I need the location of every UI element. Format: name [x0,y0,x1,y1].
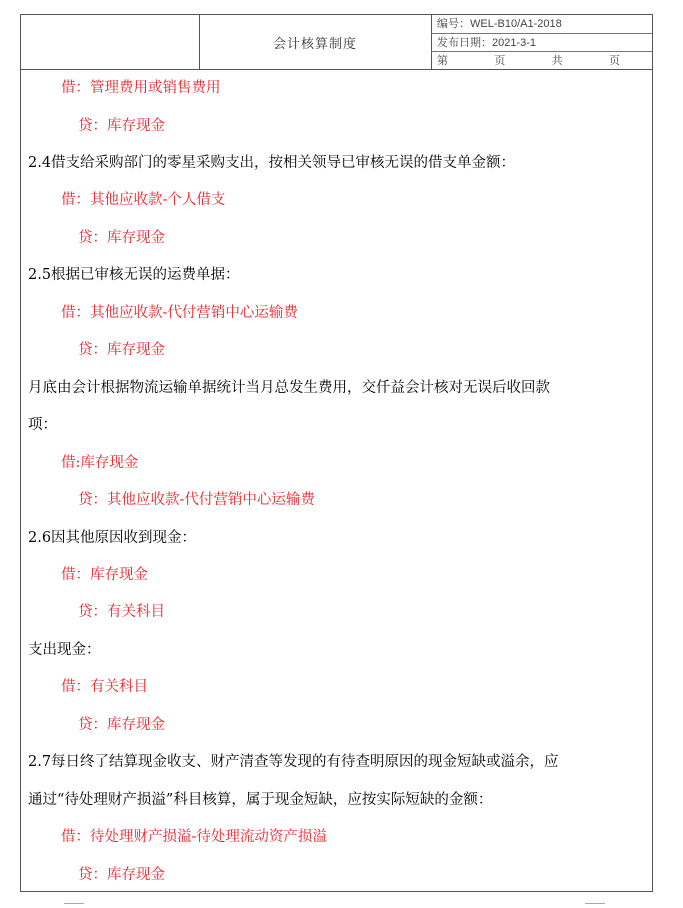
section-2-6: 2.6因其他原因收到现金： [28,530,197,546]
entry-credit: 贷：库存现金 [78,118,165,134]
document-header [20,14,653,70]
page-corner-mark [585,903,605,904]
page-corner-mark [64,903,84,904]
paragraph-text: 支出现金： [28,642,101,658]
section-2-7: 2.7每日终了结算现金收支、财产清查等发现的有待查明原因的现金短缺或溢余，应 [28,754,559,770]
entry-debit: 借：有关科目 [61,679,148,695]
entry-debit: 借:库存现金 [61,455,139,471]
paragraph-text: 通过“待处理财产损溢”科目核算，属于现金短缺，应按实际短缺的金额： [28,792,493,808]
paragraph-text: 项： [28,417,57,433]
entry-debit: 借：管理费用或销售费用 [61,80,221,96]
entry-debit: 借：库存现金 [61,567,148,583]
document-code: 编号：WEL-B10/A1-2018 [437,18,562,30]
entry-credit: 贷：库存现金 [78,342,165,358]
header-info-cell [431,15,652,69]
section-2-5: 2.5根据已审核无误的运费单据： [28,267,240,283]
section-2-4: 2.4借支给采购部门的零星采购支出，按相关领导已审核无误的借支单金额： [28,155,516,171]
entry-credit: 贷：有关科目 [78,604,165,620]
document-title: 会计核算制度 [199,15,432,69]
entry-credit: 贷：库存现金 [78,867,165,883]
entry-debit: 借：其他应收款-个人借支 [61,192,226,208]
page-label-2: 页 [494,55,508,67]
document-body [20,70,653,892]
entry-credit: 贷：库存现金 [78,230,165,246]
publish-date: 发布日期：2021-3-1 [431,33,652,51]
entry-debit: 借：其他应收款-代付营销中心运输费 [61,305,298,321]
entry-credit: 贷：其他应收款-代付营销中心运输费 [78,492,315,508]
entry-credit: 贷：库存现金 [78,717,165,733]
page-label-3: 共 [551,55,565,67]
page-label-1: 第 [437,55,450,67]
entry-debit: 借：待处理财产损溢-待处理流动资产损溢 [61,829,327,845]
header-logo-cell [21,15,200,69]
page-number-row [431,51,652,69]
paragraph-text: 月底由会计根据物流运输单据统计当月总发生费用，交仟益会计核对无误后收回款 [28,380,550,396]
page-label-4: 页 [608,55,622,67]
